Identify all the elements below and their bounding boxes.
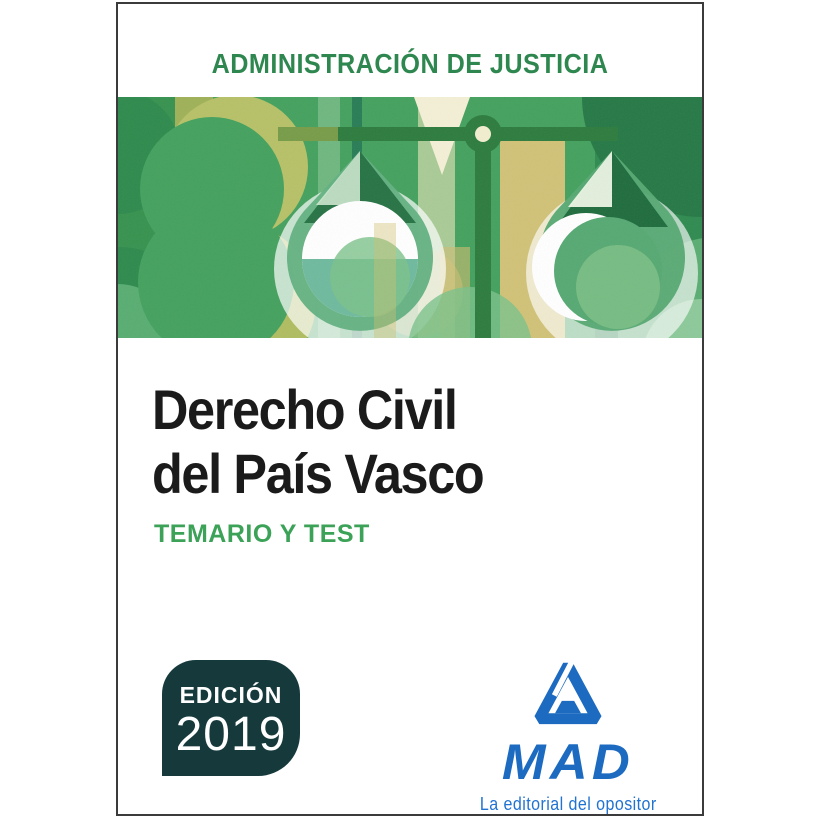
book-cover	[116, 2, 704, 816]
publisher-name: MAD	[501, 734, 635, 790]
edition-badge	[162, 660, 300, 776]
subtitle: TEMARIO Y TEST	[154, 520, 370, 548]
edition-label: EDICIÓN	[179, 682, 283, 708]
page-title	[152, 378, 483, 506]
scales-of-justice-illustration	[118, 97, 702, 338]
publisher-logo-block	[428, 649, 708, 815]
collection-banner: ADMINISTRACIÓN DE JUSTICIA	[211, 48, 609, 79]
publisher-tagline: La editorial del opositor	[479, 794, 657, 814]
title-line-1: Derecho Civil	[152, 378, 457, 441]
edition-year: 2019	[175, 708, 287, 761]
title-line-2: del País Vasco	[152, 442, 484, 505]
mad-triangle-icon	[527, 653, 609, 727]
